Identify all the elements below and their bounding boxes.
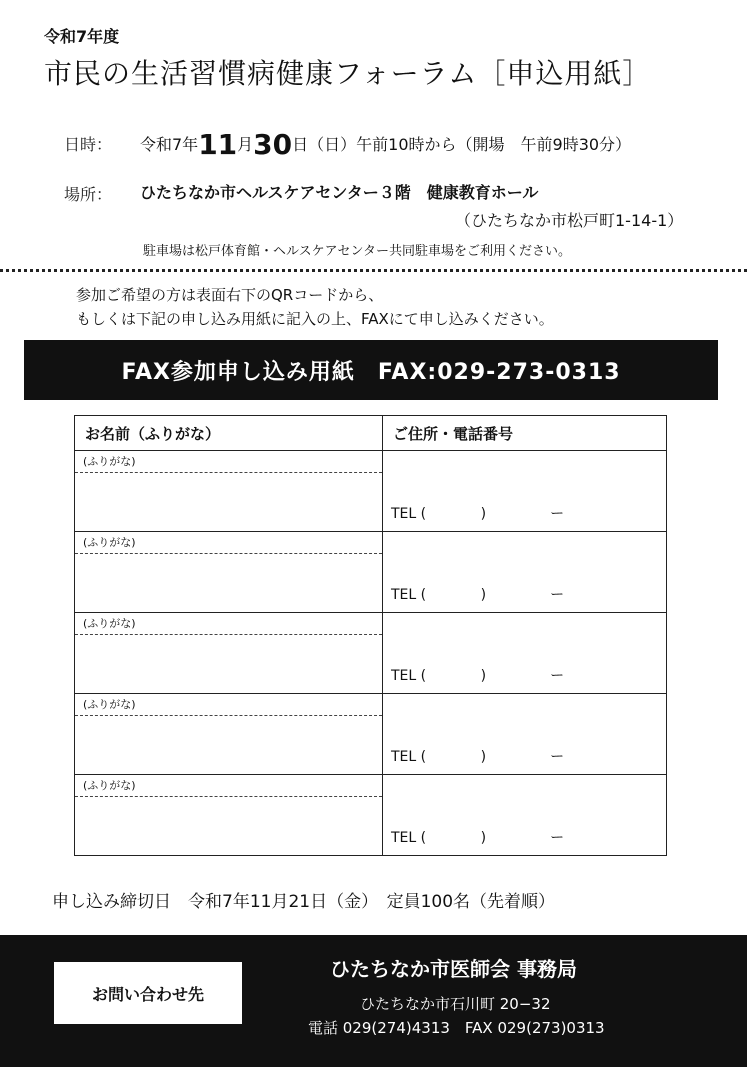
tel-prefix: TEL ( — [391, 506, 427, 522]
name-cell[interactable] — [75, 613, 383, 694]
place-label: 場所： — [64, 185, 113, 204]
date-month-unit: 月 — [237, 135, 254, 154]
tel-line — [391, 584, 564, 604]
name-cell[interactable] — [75, 532, 383, 613]
tel-prefix: TEL ( — [391, 749, 427, 765]
tel-paren: ) — [480, 749, 487, 765]
table-row — [75, 613, 667, 694]
name-cell[interactable] — [75, 775, 383, 856]
tel-dash: ー — [550, 506, 565, 522]
intro-line-1: 参加ご希望の方は表面右下のQRコードから、 — [76, 286, 384, 304]
tel-paren: ) — [480, 587, 487, 603]
fax-banner: FAX参加申し込み用紙 FAX:029-273-0313 — [24, 340, 718, 400]
tel-line — [391, 503, 564, 523]
table-row — [75, 451, 667, 532]
furigana-label: (ふりがな) — [75, 775, 382, 797]
contact-label-box: お問い合わせ先 — [54, 962, 242, 1024]
page-title: 市民の生活習慣病健康フォーラム［申込用紙］ — [44, 57, 652, 90]
furigana-label: (ふりがな) — [75, 613, 382, 635]
furigana-label: (ふりがな) — [75, 694, 382, 716]
tel-dash: ー — [550, 830, 565, 846]
event-date — [140, 128, 631, 161]
tel-paren: ) — [480, 830, 487, 846]
table-row — [75, 532, 667, 613]
date-day-unit: 日 — [292, 135, 309, 154]
address-cell[interactable] — [383, 775, 667, 856]
tel-line — [391, 746, 564, 766]
parking-note: 駐車場は松戸体育館・ヘルスケアセンター共同駐車場をご利用ください。 — [143, 244, 571, 259]
furigana-label: (ふりがな) — [75, 451, 382, 473]
table-row — [75, 775, 667, 856]
tel-paren: ) — [480, 506, 487, 522]
address-cell[interactable] — [383, 532, 667, 613]
tel-prefix: TEL ( — [391, 830, 427, 846]
date-label: 日時： — [64, 135, 113, 154]
name-cell[interactable] — [75, 694, 383, 775]
tel-line — [391, 665, 564, 685]
furigana-label: (ふりがな) — [75, 532, 382, 554]
tel-dash: ー — [550, 587, 565, 603]
deadline-note: 申し込み締切日 令和7年11月21日（金） 定員100名（先着順） — [52, 892, 556, 912]
tel-line — [391, 827, 564, 847]
tel-prefix: TEL ( — [391, 587, 427, 603]
column-address-header: ご住所・電話番号 — [383, 416, 667, 451]
address-cell[interactable] — [383, 613, 667, 694]
venue: ひたちなか市ヘルスケアセンター３階 健康教育ホール — [140, 183, 539, 202]
tel-paren: ) — [480, 668, 487, 684]
intro-line-2: もしくは下記の申し込み用紙に記入の上、FAXにて申し込みください。 — [76, 310, 554, 328]
name-cell[interactable] — [75, 451, 383, 532]
organization-phone-fax: 電話 029(274)4313 FAX 029(273)0313 — [308, 1019, 605, 1037]
application-form-table — [74, 415, 667, 856]
dotted-divider — [0, 269, 747, 272]
date-day: 30 — [253, 128, 293, 161]
year-label: 令和7年度 — [44, 27, 120, 46]
tel-dash: ー — [550, 668, 565, 684]
address-cell[interactable] — [383, 451, 667, 532]
date-rest: （日）午前10時から（開場 午前9時30分） — [308, 135, 632, 154]
venue-address: （ひたちなか市松戸町1-14-1） — [455, 211, 684, 230]
date-month: 11 — [198, 128, 238, 161]
organization-address: ひたちなか市石川町 20−32 — [360, 995, 551, 1013]
table-row — [75, 694, 667, 775]
tel-dash: ー — [550, 749, 565, 765]
address-cell[interactable] — [383, 694, 667, 775]
tel-prefix: TEL ( — [391, 668, 427, 684]
date-prefix: 令和7年 — [140, 135, 199, 154]
organization-name: ひたちなか市医師会 事務局 — [330, 957, 577, 981]
column-name-header: お名前（ふりがな） — [75, 416, 383, 451]
